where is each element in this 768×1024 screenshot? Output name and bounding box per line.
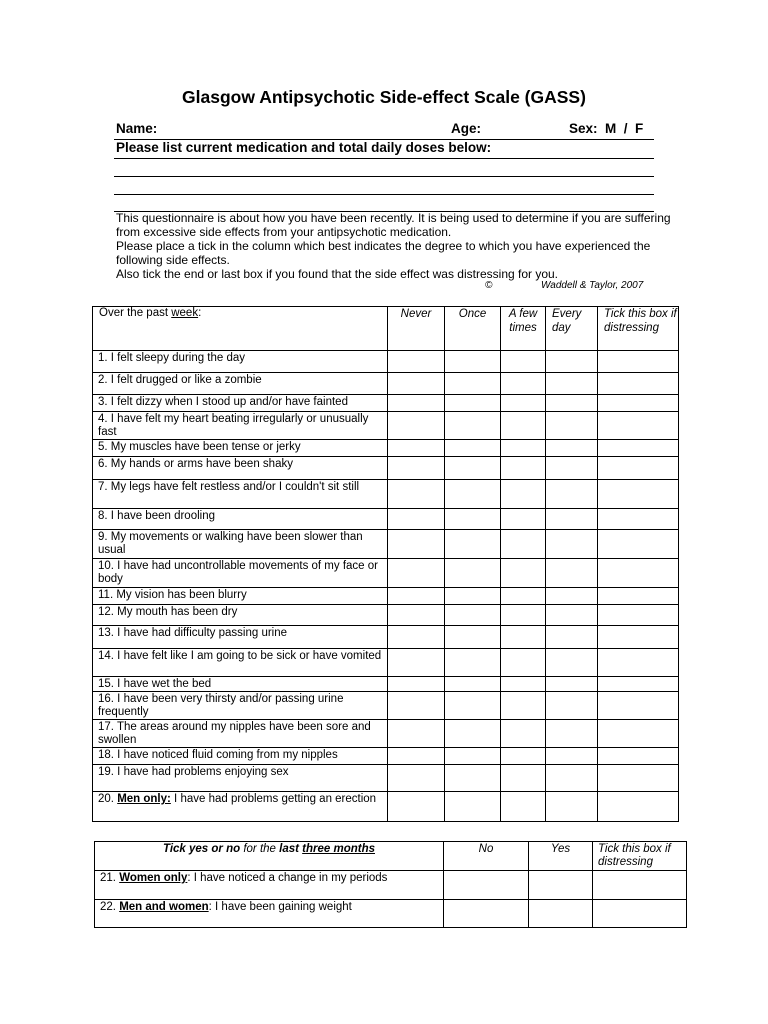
q4-never-box[interactable] xyxy=(388,412,445,440)
question-13: 13. I have had difficulty passing urine xyxy=(93,626,388,649)
table-row xyxy=(93,649,679,677)
q7-distressing-box[interactable] xyxy=(598,480,679,509)
q17-once-box[interactable] xyxy=(445,720,501,748)
q15-every-day-box[interactable] xyxy=(546,677,598,692)
question-22: 22. Men and women: I have been gaining weight xyxy=(95,900,444,928)
q1-once-box[interactable] xyxy=(445,351,501,373)
q12-few-times-box[interactable] xyxy=(501,605,546,626)
table-header-row xyxy=(93,307,679,351)
col-a-few-times: A few times xyxy=(501,307,546,351)
q8-once-box[interactable] xyxy=(445,509,501,530)
q10-once-box[interactable] xyxy=(445,559,501,588)
q8-every-day-box[interactable] xyxy=(546,509,598,530)
question-15: 15. I have wet the bed xyxy=(93,677,388,692)
q16-never-box[interactable] xyxy=(388,692,445,720)
q10-few-times-box[interactable] xyxy=(501,559,546,588)
q10-never-box[interactable] xyxy=(388,559,445,588)
question-4: 4. I have felt my heart beating irregularly or unusually fast xyxy=(93,412,388,440)
medication-line-1[interactable] xyxy=(114,158,654,159)
col-every-day: Every day xyxy=(546,307,598,351)
copyright-text: Waddell & Taylor, 2007 xyxy=(541,280,644,291)
q17-every-day-box[interactable] xyxy=(546,720,598,748)
table-row xyxy=(95,871,687,900)
q2-once-box[interactable] xyxy=(445,373,501,395)
period-heading: Over the past week: xyxy=(93,307,388,351)
q3-distressing-box[interactable] xyxy=(598,395,679,412)
col-once: Once xyxy=(445,307,501,351)
table-row xyxy=(93,530,679,559)
q19-once-box[interactable] xyxy=(445,765,501,792)
age-label: Age: xyxy=(451,121,481,136)
q19-few-times-box[interactable] xyxy=(501,765,546,792)
q2-never-box[interactable] xyxy=(388,373,445,395)
q20-once-box[interactable] xyxy=(445,792,501,822)
q13-once-box[interactable] xyxy=(445,626,501,649)
q2-distressing-box[interactable] xyxy=(598,373,679,395)
medication-line-2[interactable] xyxy=(114,176,654,177)
question-5: 5. My muscles have been tense or jerky xyxy=(93,440,388,457)
sex-label: Sex: M / F xyxy=(569,121,644,136)
q17-never-box[interactable] xyxy=(388,720,445,748)
q12-distressing-box[interactable] xyxy=(598,605,679,626)
table-row xyxy=(93,351,679,373)
q20-every-day-box[interactable] xyxy=(546,792,598,822)
q6-few-times-box[interactable] xyxy=(501,457,546,480)
q22-no-box[interactable] xyxy=(444,900,529,928)
q10-distressing-box[interactable] xyxy=(598,559,679,588)
q16-once-box[interactable] xyxy=(445,692,501,720)
q5-once-box[interactable] xyxy=(445,440,501,457)
q8-few-times-box[interactable] xyxy=(501,509,546,530)
table-row xyxy=(93,440,679,457)
col-no: No xyxy=(444,842,529,871)
q9-every-day-box[interactable] xyxy=(546,530,598,559)
table-row xyxy=(93,373,679,395)
question-10: 10. I have had uncontrollable movements of my face or body xyxy=(93,559,388,588)
q19-never-box[interactable] xyxy=(388,765,445,792)
q10-every-day-box[interactable] xyxy=(546,559,598,588)
question-19: 19. I have had problems enjoying sex xyxy=(93,765,388,792)
question-2: 2. I felt drugged or like a zombie xyxy=(93,373,388,395)
q12-every-day-box[interactable] xyxy=(546,605,598,626)
medication-label: Please list current medication and total daily doses below: xyxy=(116,140,492,155)
copyright-symbol: © xyxy=(485,280,493,291)
q4-every-day-box[interactable] xyxy=(546,412,598,440)
question-9: 9. My movements or walking have been slower than usual xyxy=(93,530,388,559)
question-17: 17. The areas around my nipples have been sore and swollen xyxy=(93,720,388,748)
medication-line-3[interactable] xyxy=(114,194,654,195)
q16-few-times-box[interactable] xyxy=(501,692,546,720)
q18-few-times-box[interactable] xyxy=(501,748,546,765)
q3-few-times-box[interactable] xyxy=(501,395,546,412)
table-row xyxy=(93,792,679,822)
table-row xyxy=(93,748,679,765)
q1-every-day-box[interactable] xyxy=(546,351,598,373)
table-row xyxy=(93,626,679,649)
q18-distressing-box[interactable] xyxy=(598,748,679,765)
q6-distressing-box[interactable] xyxy=(598,457,679,480)
q16-distressing-box[interactable] xyxy=(598,692,679,720)
table-row xyxy=(93,765,679,792)
question-1: 1. I felt sleepy during the day xyxy=(93,351,388,373)
q16-every-day-box[interactable] xyxy=(546,692,598,720)
instructions-line-1: This questionnaire is about how you have been recently. It is being used to determine if you are suffering from excessive side effects from your antipsychotic medication. xyxy=(116,211,671,239)
name-label: Name: xyxy=(116,121,158,136)
table-row xyxy=(93,588,679,605)
q18-never-box[interactable] xyxy=(388,748,445,765)
q19-every-day-box[interactable] xyxy=(546,765,598,792)
q5-distressing-box[interactable] xyxy=(598,440,679,457)
question-20: 20. Men only: I have had problems getting an erection xyxy=(93,792,388,822)
q2-every-day-box[interactable] xyxy=(546,373,598,395)
q20-few-times-box[interactable] xyxy=(501,792,546,822)
q18-every-day-box[interactable] xyxy=(546,748,598,765)
q15-never-box[interactable] xyxy=(388,677,445,692)
col-tick-distressing: Tick this box if distressing xyxy=(593,842,687,871)
q13-distressing-box[interactable] xyxy=(598,626,679,649)
q1-distressing-box[interactable] xyxy=(598,351,679,373)
q5-every-day-box[interactable] xyxy=(546,440,598,457)
q9-few-times-box[interactable] xyxy=(501,530,546,559)
q7-few-times-box[interactable] xyxy=(501,480,546,509)
instructions-line-2: Please place a tick in the column which best indicates the degree to which you have experienced the following side effects. xyxy=(116,239,651,267)
q11-never-box[interactable] xyxy=(388,588,445,605)
question-16: 16. I have been very thirsty and/or passing urine frequently xyxy=(93,692,388,720)
q21-yes-box[interactable] xyxy=(529,871,593,900)
q13-few-times-box[interactable] xyxy=(501,626,546,649)
question-14: 14. I have felt like I am going to be sick or have vomited xyxy=(93,649,388,677)
q20-never-box[interactable] xyxy=(388,792,445,822)
sub-header-row xyxy=(95,842,687,871)
q4-distressing-box[interactable] xyxy=(598,412,679,440)
sub-heading: Tick yes or no for the last three months xyxy=(95,842,444,871)
col-yes: Yes xyxy=(529,842,593,871)
q3-once-box[interactable] xyxy=(445,395,501,412)
q22-yes-box[interactable] xyxy=(529,900,593,928)
q4-once-box[interactable] xyxy=(445,412,501,440)
q21-no-box[interactable] xyxy=(444,871,529,900)
q11-every-day-box[interactable] xyxy=(546,588,598,605)
q14-few-times-box[interactable] xyxy=(501,649,546,677)
table-row xyxy=(93,692,679,720)
q7-every-day-box[interactable] xyxy=(546,480,598,509)
q19-distressing-box[interactable] xyxy=(598,765,679,792)
q11-once-box[interactable] xyxy=(445,588,501,605)
table-row xyxy=(93,412,679,440)
q15-distressing-box[interactable] xyxy=(598,677,679,692)
q1-never-box[interactable] xyxy=(388,351,445,373)
question-3: 3. I felt dizzy when I stood up and/or have fainted xyxy=(93,395,388,412)
table-row xyxy=(93,605,679,626)
q4-few-times-box[interactable] xyxy=(501,412,546,440)
question-6: 6. My hands or arms have been shaky xyxy=(93,457,388,480)
q17-distressing-box[interactable] xyxy=(598,720,679,748)
q13-every-day-box[interactable] xyxy=(546,626,598,649)
q6-once-box[interactable] xyxy=(445,457,501,480)
instructions-line-3: Also tick the end or last box if you found that the side effect was distressing for you. xyxy=(116,267,559,281)
q11-few-times-box[interactable] xyxy=(501,588,546,605)
q1-few-times-box[interactable] xyxy=(501,351,546,373)
q14-once-box[interactable] xyxy=(445,649,501,677)
question-8: 8. I have been drooling xyxy=(93,509,388,530)
question-12: 12. My mouth has been dry xyxy=(93,605,388,626)
table-row xyxy=(93,457,679,480)
q12-never-box[interactable] xyxy=(388,605,445,626)
form-title: Glasgow Antipsychotic Side-effect Scale (GASS) xyxy=(182,87,586,107)
q7-once-box[interactable] xyxy=(445,480,501,509)
q14-never-box[interactable] xyxy=(388,649,445,677)
col-never: Never xyxy=(388,307,445,351)
table-row xyxy=(93,677,679,692)
q11-distressing-box[interactable] xyxy=(598,588,679,605)
col-distressing: Tick this box if distressing xyxy=(598,307,679,351)
q3-never-box[interactable] xyxy=(388,395,445,412)
table-row xyxy=(93,395,679,412)
q14-distressing-box[interactable] xyxy=(598,649,679,677)
q7-never-box[interactable] xyxy=(388,480,445,509)
q8-distressing-box[interactable] xyxy=(598,509,679,530)
table-row xyxy=(95,900,687,928)
table-row xyxy=(93,559,679,588)
q20-distressing-box[interactable] xyxy=(598,792,679,822)
three-months-table xyxy=(94,841,687,928)
q8-never-box[interactable] xyxy=(388,509,445,530)
q6-never-box[interactable] xyxy=(388,457,445,480)
q5-never-box[interactable] xyxy=(388,440,445,457)
q3-every-day-box[interactable] xyxy=(546,395,598,412)
q9-distressing-box[interactable] xyxy=(598,530,679,559)
table-row xyxy=(93,480,679,509)
table-row xyxy=(93,720,679,748)
q15-once-box[interactable] xyxy=(445,677,501,692)
q6-every-day-box[interactable] xyxy=(546,457,598,480)
instructions xyxy=(116,211,676,281)
question-18: 18. I have noticed fluid coming from my nipples xyxy=(93,748,388,765)
q22-distressing-box[interactable] xyxy=(593,900,687,928)
q2-few-times-box[interactable] xyxy=(501,373,546,395)
question-11: 11. My vision has been blurry xyxy=(93,588,388,605)
q5-few-times-box[interactable] xyxy=(501,440,546,457)
table-row xyxy=(93,509,679,530)
side-effects-table xyxy=(92,306,679,822)
q15-few-times-box[interactable] xyxy=(501,677,546,692)
q12-once-box[interactable] xyxy=(445,605,501,626)
q21-distressing-box[interactable] xyxy=(593,871,687,900)
q17-few-times-box[interactable] xyxy=(501,720,546,748)
question-21: 21. Women only: I have noticed a change in my periods xyxy=(95,871,444,900)
q13-never-box[interactable] xyxy=(388,626,445,649)
q18-once-box[interactable] xyxy=(445,748,501,765)
q9-never-box[interactable] xyxy=(388,530,445,559)
question-7: 7. My legs have felt restless and/or I couldn't sit still xyxy=(93,480,388,509)
q9-once-box[interactable] xyxy=(445,530,501,559)
q14-every-day-box[interactable] xyxy=(546,649,598,677)
